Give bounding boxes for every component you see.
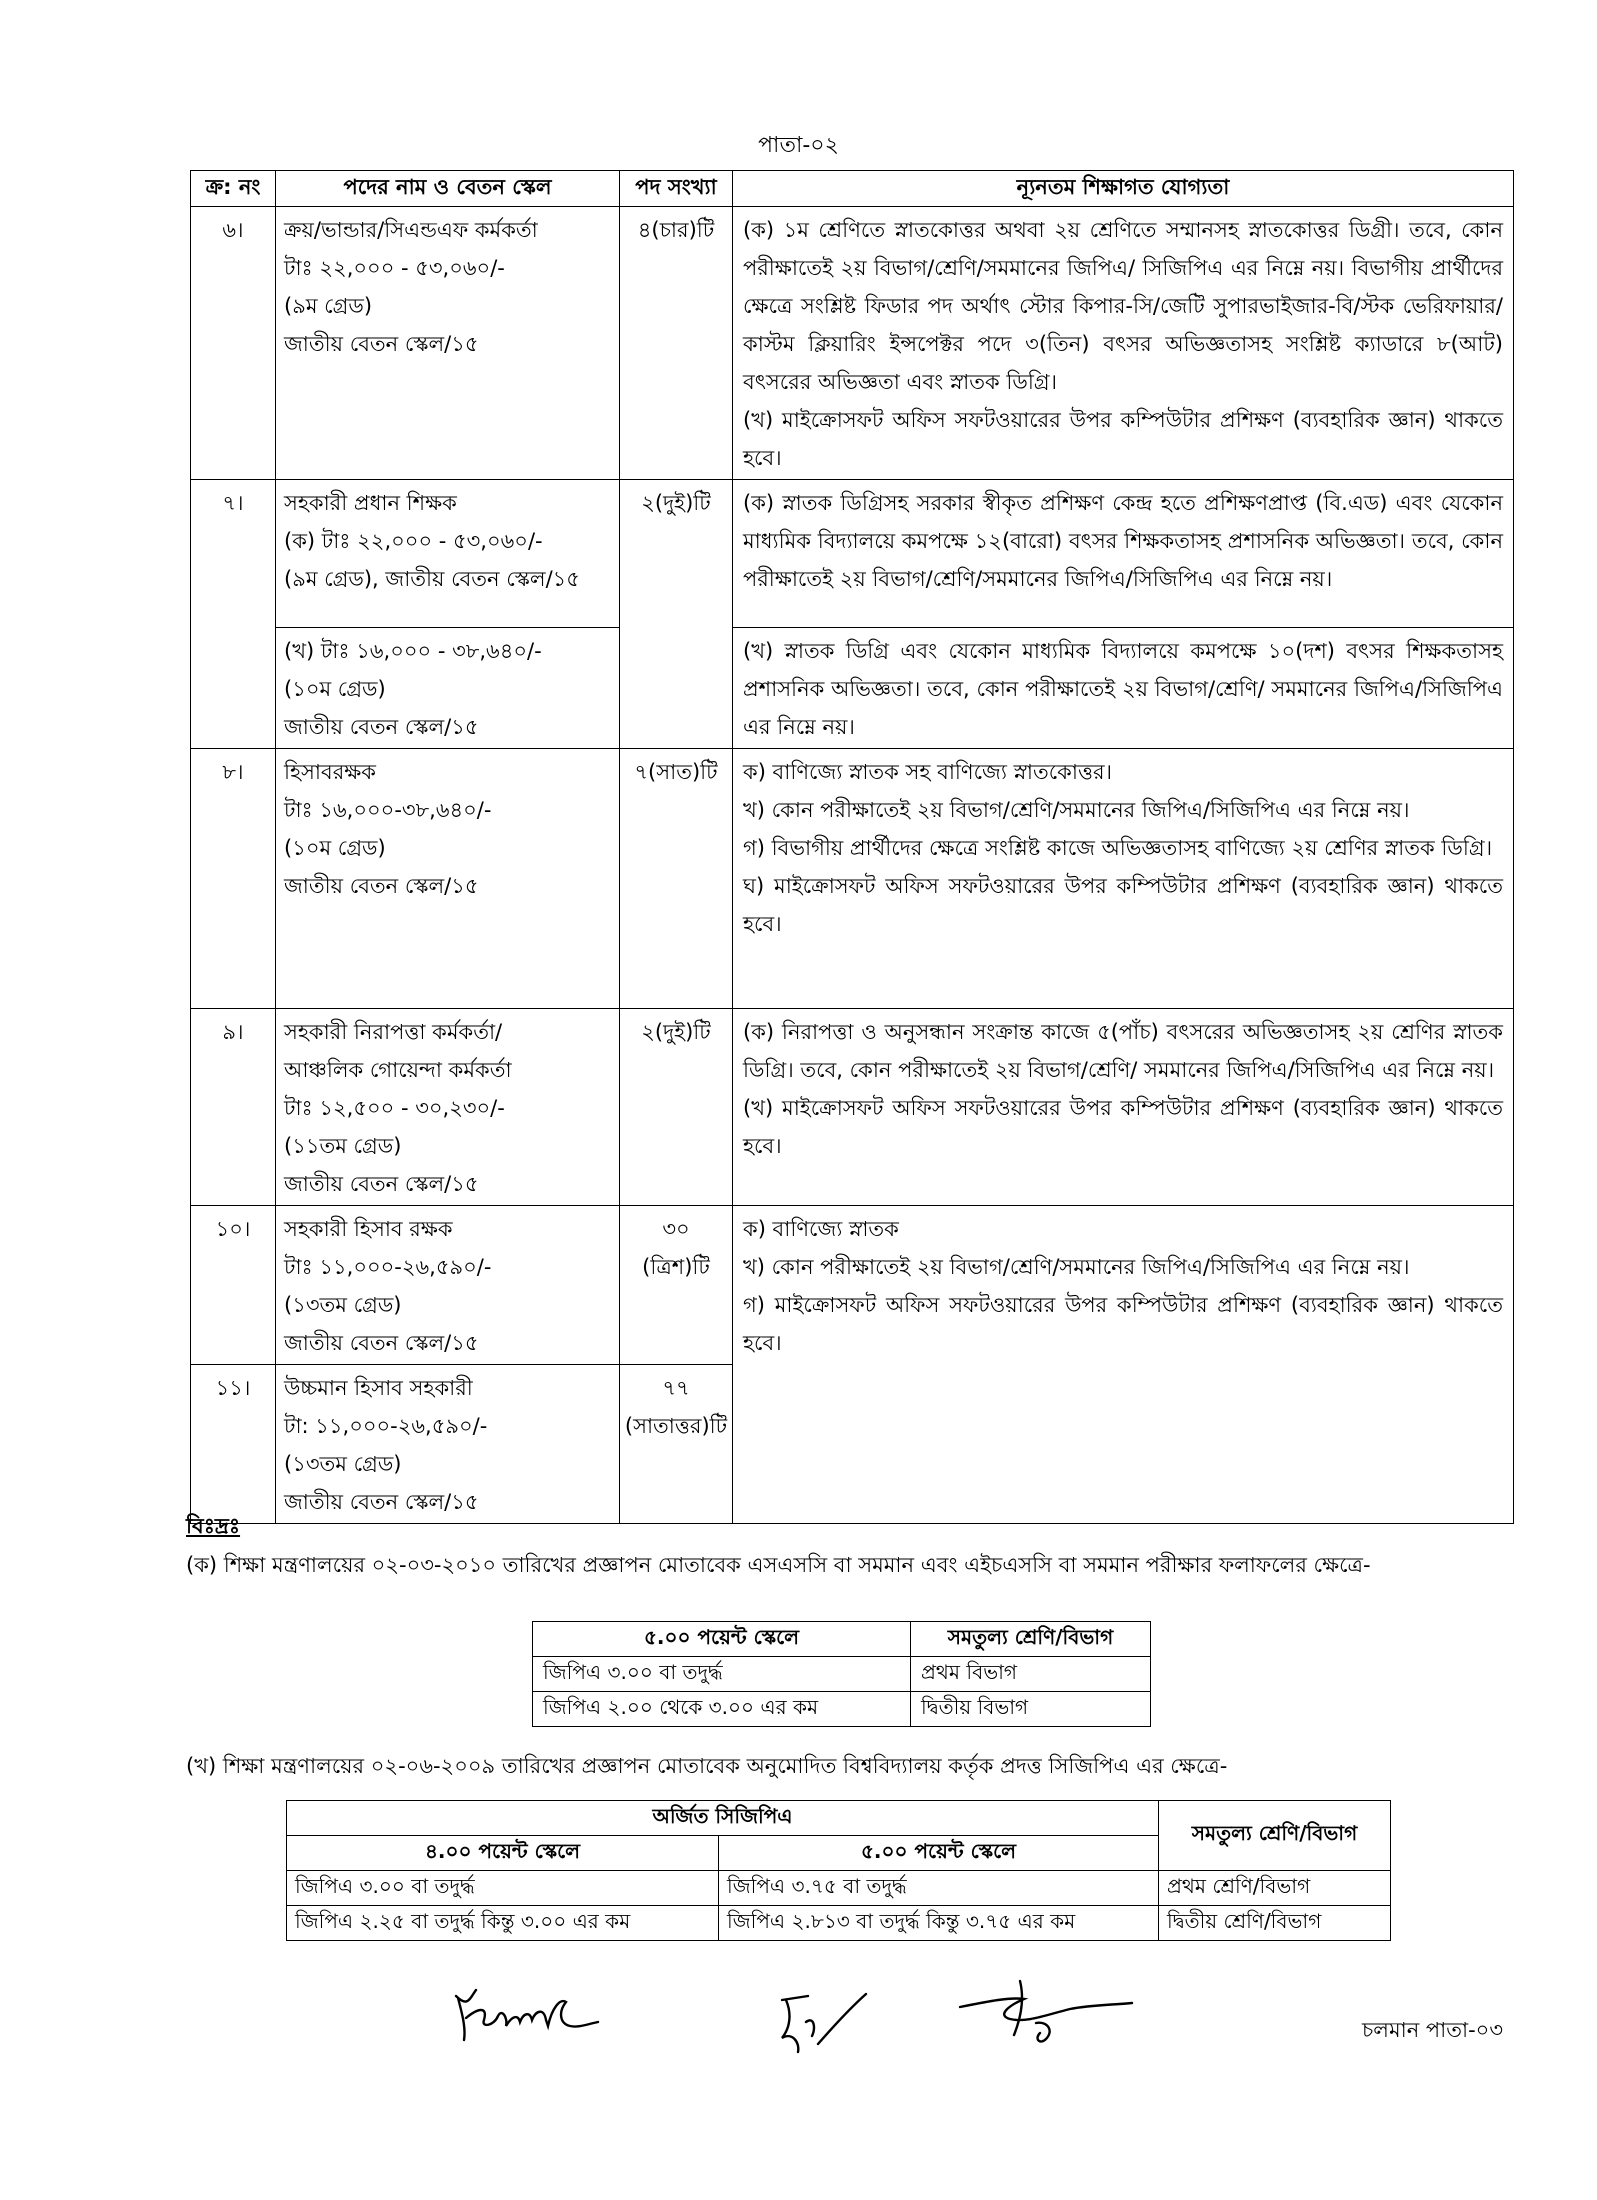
header-scale-4: ৪.০০ পয়েন্ট স্কেলে — [287, 1836, 719, 1871]
post-line: আঞ্চলিক গোয়েন্দা কর্মকর্তা — [284, 1058, 512, 1082]
qualification-item: ঘ) মাইক্রোসফট অফিস সফটওয়ারের উপর কম্পিউটার প্রশিক্ষণ (ব্যবহারিক জ্ঞান) থাকতে হবে। — [743, 874, 1503, 936]
post-line: ক্রয়/ভান্ডার/সিএন্ডএফ কর্মকর্তা — [284, 218, 538, 242]
table-row — [191, 1009, 1514, 1206]
post-cell — [276, 628, 620, 749]
page-number: পাতা-০২ — [758, 133, 839, 158]
note-title: বিঃদ্রঃ — [186, 1514, 241, 1538]
qualification-cell — [733, 1009, 1514, 1206]
signature-1 — [448, 1968, 608, 2048]
post-line: জাতীয় বেতন স্কেল/১৫ — [284, 715, 479, 739]
post-cell — [276, 1365, 620, 1524]
post-count-number: ৭৭ — [662, 1376, 690, 1400]
post-line: টাঃ ২২,০০০ - ৫৩,০৬০/- — [284, 256, 505, 280]
gpa-cell: জিপিএ ৩.০০ বা তদুর্দ্ধ — [533, 1657, 911, 1692]
qualification-cell — [733, 207, 1514, 480]
post-line: সহকারী হিসাব রক্ষক — [284, 1217, 453, 1241]
post-line: (ক) টাঃ ২২,০০০ - ৫৩,০৬০/- — [284, 529, 543, 553]
post-count: ৭(সাত)টি — [620, 749, 733, 1009]
post-line: টাঃ ১১,০০০-২৬,৫৯০/- — [284, 1255, 492, 1279]
post-line: টা: ১১,০০০-২৬,৫৯০/- — [284, 1414, 488, 1438]
post-cell — [276, 480, 620, 628]
class-cell: প্রথম শ্রেণি/বিভাগ — [1159, 1871, 1391, 1906]
qualification-item: ক) বাণিজ্যে স্নাতক — [743, 1217, 899, 1241]
qualification-item: (ক) ১ম শ্রেণিতে স্নাতকোত্তর অথবা ২য় শ্রেণিতে সম্মানসহ স্নাতকোত্তর ডিগ্রী। তবে, কোন পরীক্ষাতেই ২য় বিভাগ/শ্রেণি/সমমানের জিপিএ/ সিজিপিএ এর নিম্নে নয়। বিভাগীয় প্রার্থীদের ক্ষেত্রে সংশ্লিষ্ট ফিডার পদ অর্থাৎ স্টোর কিপার-সি/জেটি সুপারভাইজার-বি/স্টক ভেরিফায়ার/ কাস্টম ক্লিয়ারিং ইন্সপেক্টর পদে ৩(তিন) বৎসর অভিজ্ঞতাসহ সংশ্লিষ্ট ক্যাডারে ৮(আট) বৎসরের অভিজ্ঞতা এবং স্নাতক ডিগ্রি। — [743, 218, 1503, 394]
post-cell — [276, 207, 620, 480]
qualification-cell: (খ) স্নাতক ডিগ্রি এবং যেকোন মাধ্যমিক বিদ্যালয়ে কমপক্ষে ১০(দশ) বৎসর শিক্ষকতাসহ প্রশাসনিক অভিজ্ঞতা। তবে, কোন পরীক্ষাতেই ২য় বিভাগ/শ্রেণি/ সমমানের জিপিএ/সিজিপিএ এর নিম্নে নয়। — [733, 628, 1514, 749]
cgpa-5-cell: জিপিএ ২.৮১৩ বা তদুর্দ্ধ কিন্তু ৩.৭৫ এর কম — [719, 1906, 1159, 1941]
division-cell: দ্বিতীয় বিভাগ — [911, 1692, 1151, 1727]
table-row — [191, 628, 1514, 749]
serial-no: ৬। — [191, 207, 276, 480]
qualification-item: (খ) মাইক্রোসফট অফিস সফটওয়ারের উপর কম্পিউটার প্রশিক্ষণ (ব্যবহারিক জ্ঞান) থাকতে হবে। — [743, 408, 1503, 470]
note-ka: (ক) শিক্ষা মন্ত্রণালয়ের ০২-০৩-২০১০ তারিখের প্রজ্ঞাপন মোতাবেক এসএসসি বা সমমান এবং এইচএসসি বা সমমান পরীক্ষার ফলাফলের ক্ষেত্রে- — [186, 1553, 1371, 1577]
gpa-cell: জিপিএ ২.০০ থেকে ৩.০০ এর কম — [533, 1692, 911, 1727]
qualification-cell — [733, 749, 1514, 1009]
qualification-item: ক) বাণিজ্যে স্নাতক সহ বাণিজ্যে স্নাতকোত্তর। — [743, 760, 1113, 784]
post-cell — [276, 1009, 620, 1206]
table-row — [191, 749, 1514, 1009]
post-line: হিসাবরক্ষক — [284, 760, 376, 784]
table-row — [191, 480, 1514, 628]
post-count-words: (সাতাত্তর)টি — [624, 1414, 728, 1438]
post-line: (১০ম গ্রেড) — [284, 677, 386, 701]
header-post: পদের নাম ও বেতন স্কেল — [276, 171, 620, 207]
post-line: (১৩তম গ্রেড) — [284, 1293, 402, 1317]
header-equivalent: সমতুল্য শ্রেণি/বিভাগ — [911, 1622, 1151, 1657]
qualification-cell — [733, 1206, 1514, 1524]
header-qualification: ন্যূনতম শিক্ষাগত যোগ্যতা — [733, 171, 1514, 207]
continue-note: চলমান পাতা-০৩ — [1361, 2018, 1503, 2042]
qualification-item: গ) বিভাগীয় প্রার্থীদের ক্ষেত্রে সংশ্লিষ্ট কাজে অভিজ্ঞতাসহ বাণিজ্যে ২য় শ্রেণির স্নাতক ডিগ্রি। — [743, 836, 1493, 860]
cgpa-table — [286, 1800, 1391, 1941]
header-scale: ৫.০০ পয়েন্ট স্কেলে — [533, 1622, 911, 1657]
cgpa-4-cell: জিপিএ ৩.০০ বা তদুর্দ্ধ — [287, 1871, 719, 1906]
class-cell: দ্বিতীয় শ্রেণি/বিভাগ — [1159, 1906, 1391, 1941]
post-line: টাঃ ১৬,০০০-৩৮,৬৪০/- — [284, 798, 492, 822]
post-line: জাতীয় বেতন স্কেল/১৫ — [284, 874, 479, 898]
post-line: জাতীয় বেতন স্কেল/১৫ — [284, 1331, 479, 1355]
qualification-item: (ক) নিরাপত্তা ও অনুসন্ধান সংক্রান্ত কাজে ৫(পাঁচ) বৎসরের অভিজ্ঞতাসহ ২য় শ্রেণির স্নাতক ডিগ্রি। তবে, কোন পরীক্ষাতেই ২য় বিভাগ/শ্রেণি/ সমমানের জিপিএ/সিজিপিএ এর নিম্নে নয়। — [743, 1020, 1503, 1082]
qualification-item: গ) মাইক্রোসফট অফিস সফটওয়ারের উপর কম্পিউটার প্রশিক্ষণ (ব্যবহারিক জ্ঞান) থাকতে হবে। — [743, 1293, 1503, 1355]
post-count-words: (ত্রিশ)টি — [642, 1255, 710, 1279]
signature-2 — [762, 1982, 882, 2057]
table-row — [287, 1871, 1391, 1906]
post-line: (খ) টাঃ ১৬,০০০ - ৩৮,৬৪০/- — [284, 639, 542, 663]
post-cell — [276, 1206, 620, 1365]
serial-no: ১১। — [191, 1365, 276, 1524]
post-count — [620, 1365, 733, 1524]
qualification-item: (খ) মাইক্রোসফট অফিস সফটওয়ারের উপর কম্পিউটার প্রশিক্ষণ (ব্যবহারিক জ্ঞান) থাকতে হবে। — [743, 1096, 1503, 1158]
post-line: সহকারী নিরাপত্তা কর্মকর্তা/ — [284, 1020, 503, 1044]
post-count — [620, 1206, 733, 1365]
table-row — [191, 207, 1514, 480]
qualification-item: খ) কোন পরীক্ষাতেই ২য় বিভাগ/শ্রেণি/সমমানের জিপিএ/সিজিপিএ এর নিম্নে নয়। — [743, 798, 1410, 822]
recruitment-table — [190, 170, 1514, 1524]
post-count: ২(দুই)টি — [620, 480, 733, 749]
table-header-row — [287, 1801, 1391, 1836]
post-count: ৪(চার)টি — [620, 207, 733, 480]
table-row — [533, 1692, 1151, 1727]
post-line: (৯ম গ্রেড) — [284, 294, 373, 318]
post-line: জাতীয় বেতন স্কেল/১৫ — [284, 1172, 479, 1196]
post-cell — [276, 749, 620, 1009]
serial-no: ৯। — [191, 1009, 276, 1206]
header-cgpa-group: অর্জিত সিজিপিএ — [287, 1801, 1159, 1836]
header-scale-5: ৫.০০ পয়েন্ট স্কেলে — [719, 1836, 1159, 1871]
post-line: সহকারী প্রধান শিক্ষক — [284, 491, 457, 515]
header-count: পদ সংখ্যা — [620, 171, 733, 207]
post-line: (১৩তম গ্রেড) — [284, 1452, 402, 1476]
table-row — [533, 1657, 1151, 1692]
post-line: (১১তম গ্রেড) — [284, 1134, 402, 1158]
post-line: জাতীয় বেতন স্কেল/১৫ — [284, 1490, 479, 1514]
division-cell: প্রথম বিভাগ — [911, 1657, 1151, 1692]
header-equivalent: সমতুল্য শ্রেণি/বিভাগ — [1159, 1801, 1391, 1871]
header-serial: ক্র: নং — [191, 171, 276, 207]
table-header-row — [533, 1622, 1151, 1657]
table-row — [287, 1906, 1391, 1941]
serial-no: ১০। — [191, 1206, 276, 1365]
cgpa-4-cell: জিপিএ ২.২৫ বা তদুর্দ্ধ কিন্তু ৩.০০ এর কম — [287, 1906, 719, 1941]
post-count-number: ৩০ — [662, 1217, 690, 1241]
post-count: ২(দুই)টি — [620, 1009, 733, 1206]
post-line: জাতীয় বেতন স্কেল/১৫ — [284, 332, 479, 356]
cgpa-5-cell: জিপিএ ৩.৭৫ বা তদুর্দ্ধ — [719, 1871, 1159, 1906]
qualification-item: খ) কোন পরীক্ষাতেই ২য় বিভাগ/শ্রেণি/সমমানের জিপিএ/সিজিপিএ এর নিম্নে নয়। — [743, 1255, 1410, 1279]
ssc-gpa-table — [532, 1621, 1151, 1727]
post-line: টাঃ ১২,৫০০ - ৩০,২৩০/- — [284, 1096, 505, 1120]
note-kha: (খ) শিক্ষা মন্ত্রণালয়ের ০২-০৬-২০০৯ তারিখের প্রজ্ঞাপন মোতাবেক অনুমোদিত বিশ্ববিদ্যালয় কর্তৃক প্রদত্ত সিজিপিএ এর ক্ষেত্রে- — [186, 1754, 1228, 1778]
signature-3 — [950, 1975, 1140, 2050]
post-line: (৯ম গ্রেড), জাতীয় বেতন স্কেল/১৫ — [284, 567, 580, 591]
qualification-cell: (ক) স্নাতক ডিগ্রিসহ সরকার স্বীকৃত প্রশিক্ষণ কেন্দ্র হতে প্রশিক্ষণপ্রাপ্ত (বি.এড) এবং যেকোন মাধ্যমিক বিদ্যালয়ে কমপক্ষে ১২(বারো) বৎসর শিক্ষকতাসহ প্রশাসনিক অভিজ্ঞতা। তবে, কোন পরীক্ষাতেই ২য় বিভাগ/শ্রেণি/সমমানের জিপিএ/সিজিপিএ এর নিম্নে নয়। — [733, 480, 1514, 628]
post-line: (১০ম গ্রেড) — [284, 836, 386, 860]
serial-no: ৭। — [191, 480, 276, 749]
serial-no: ৮। — [191, 749, 276, 1009]
table-header-row — [191, 171, 1514, 207]
table-row — [191, 1206, 1514, 1365]
post-line: উচ্চমান হিসাব সহকারী — [284, 1376, 473, 1400]
